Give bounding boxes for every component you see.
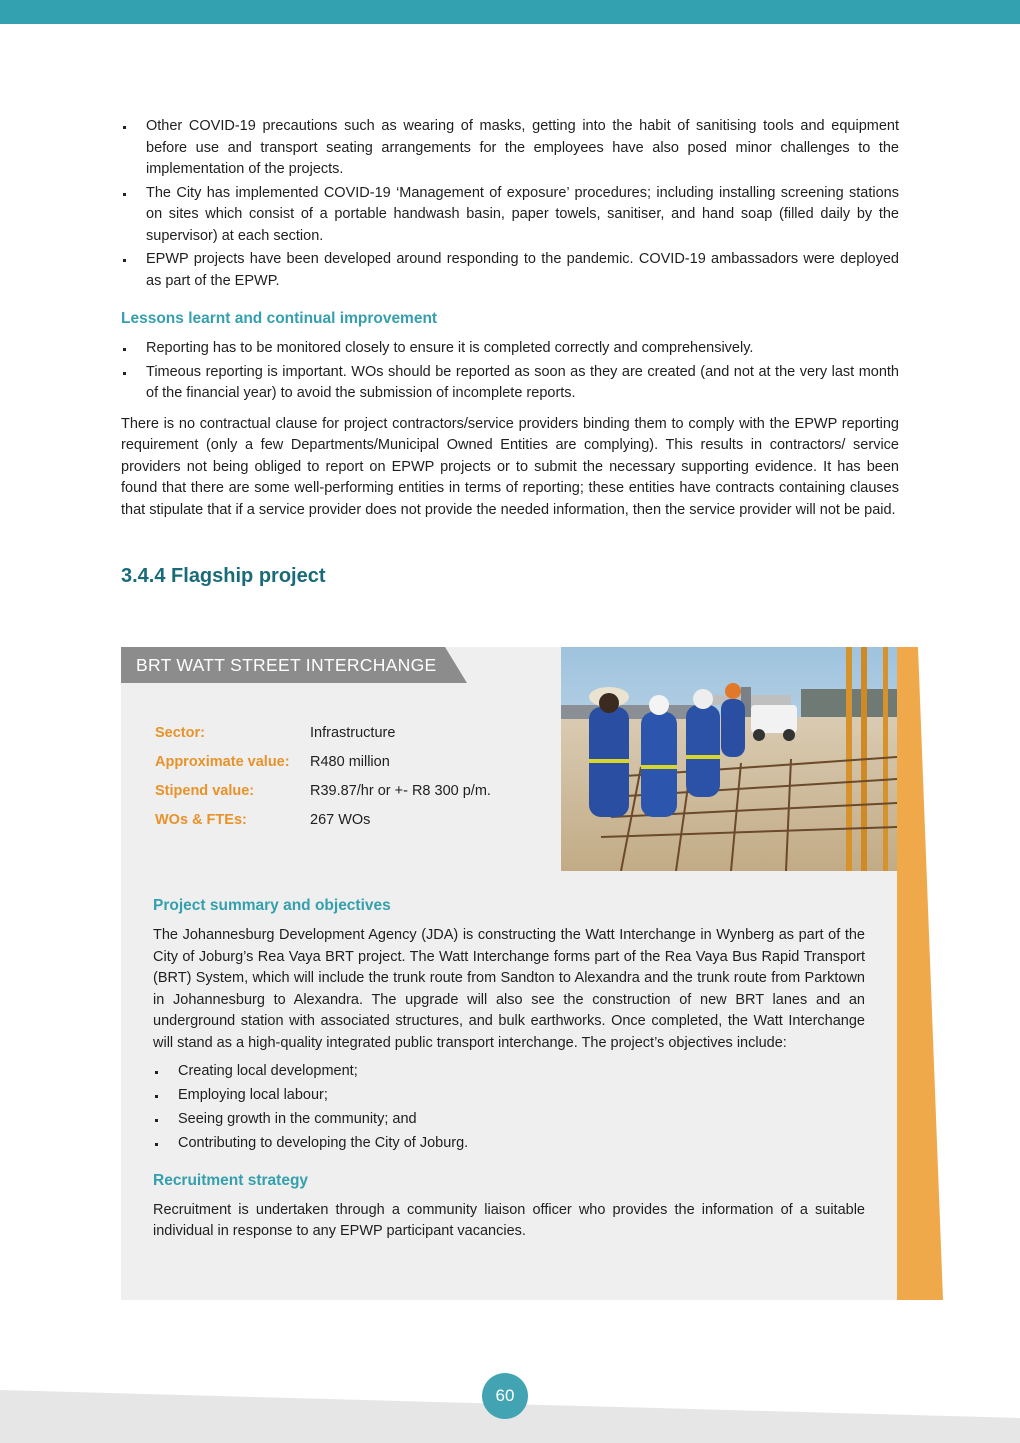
lessons-bullet-list [121,338,899,405]
orange-side-strip [897,647,943,1300]
list-item: The City has implemented COVID-19 ‘Management of exposure’ procedures; including installing screening stations on sites which consist of a portable handwash basin, paper towels, sanitiser, and hand soap (filled daily by the supervisor) at each section. [121,183,899,248]
main-content [121,116,899,588]
construction-workers-photo [561,647,897,871]
info-row-wos [155,805,491,834]
recruitment-paragraph: Recruitment is undertaken through a community liaison officer who provides the information of a suitable individual in response to any EPWP participant vacancies. [153,1201,865,1239]
info-row-sector [155,718,491,747]
project-info-table [155,718,491,834]
list-item: EPWP projects have been developed around responding to the pandemic. COVID-19 ambassadors were deployed as part of the EPWP. [121,249,899,292]
info-row-stipend [155,776,491,805]
list-item: Employing local labour; [153,1085,865,1107]
page-number: 60 [482,1373,528,1419]
info-value: R39.87/hr or +- R8 300 p/m. [310,782,491,799]
recruitment-heading: Recruitment strategy [153,1171,309,1189]
list-item: Reporting has to be monitored closely to ensure it is completed correctly and comprehensively. [121,338,899,360]
summary-paragraph: The Johannesburg Development Agency (JDA) is constructing the Watt Interchange in Wynberg as part of the City of Joburg’s Rea Vaya BRT project. The Watt Interchange forms part of the Rea Vaya Bus Rapid Transport (BRT) System, which will include the trunk route from Sandton to Alexandra and the trunk route from Parktown in Johannesburg to Alexandra. The upgrade will also see the construction of new BRT lanes and an underground station with associated structures, and bulk earthworks. Once completed, the Watt Interchange will stand as a high-quality integrated public transport interchange. The project’s objectives include: [153,927,865,1051]
objectives-list [153,1061,865,1155]
list-item: Timeous reporting is important. WOs should be reported as soon as they are created (and not at the very last month of the financial year) to avoid the submission of incomplete reports. [121,362,899,405]
info-label: Stipend value: [155,782,255,799]
info-row-value [155,747,491,776]
section-title: 3.4.4 Flagship project [121,565,326,587]
lessons-paragraph: There is no contractual clause for project contractors/service providers binding them to comply with the EPWP reporting requirement (only a few Departments/Municipal Owned Entities are complying). This results in contractors/ service providers not being obliged to report on EPWP projects or to submit the necessary supporting evidence. It has been found that there are some well-performing entities in terms of reporting; these entities have contracts containing clauses that stipulate that if a service provider does not provide the needed information, then the service provider will not be paid. [121,415,899,518]
covid-bullet-list [121,116,899,292]
list-item: Contributing to developing the City of Joburg. [153,1133,865,1155]
list-item: Other COVID-19 precautions such as wearing of masks, getting into the habit of sanitising tools and equipment before use and transport seating arrangements for the employees have also posed minor challenges to the implementation of the projects. [121,116,899,181]
list-item: Creating local development; [153,1061,865,1083]
info-value: Infrastructure [310,724,396,741]
summary-heading: Project summary and objectives [153,897,391,914]
lessons-heading: Lessons learnt and continual improvement [121,310,438,327]
info-label: Sector: [155,724,205,741]
info-label: Approximate value: [155,753,290,770]
info-value: 267 WOs [310,811,371,828]
top-color-bar [0,0,1020,24]
project-details [153,897,865,1243]
project-banner-title: BRT WATT STREET INTERCHANGE [136,655,437,675]
info-value: R480 million [310,753,390,770]
info-label: WOs & FTEs: [155,811,247,828]
list-item: Seeing growth in the community; and [153,1109,865,1131]
